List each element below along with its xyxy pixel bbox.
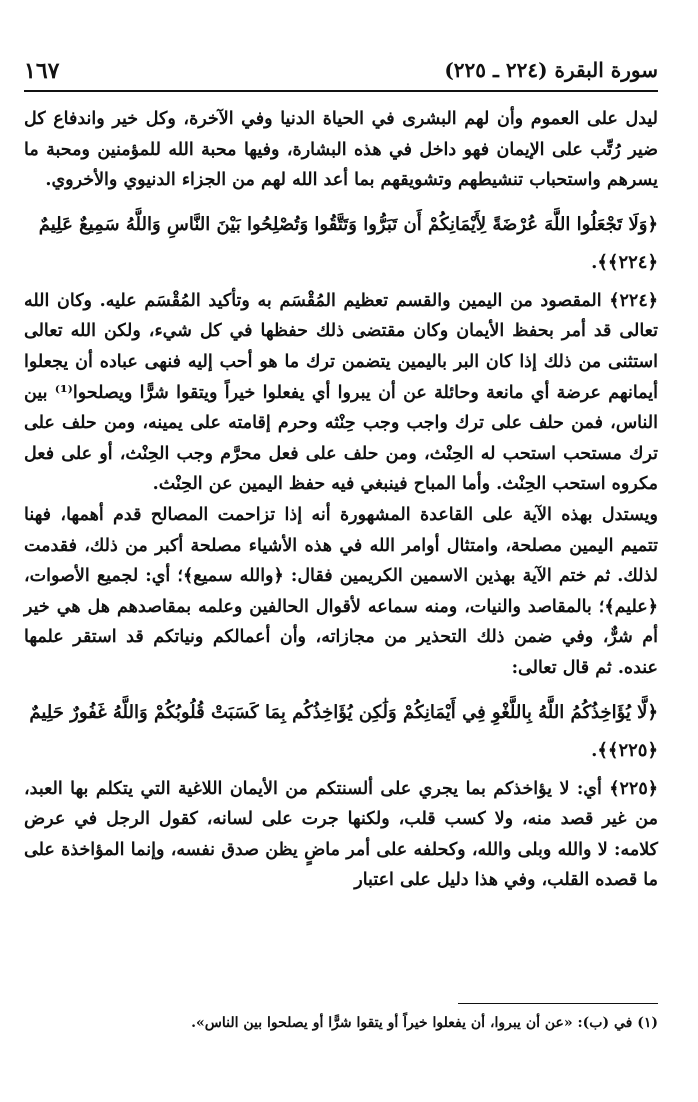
tafsir-225: ﴿٢٢٥﴾ أي: لا يؤاخذكم بما يجري على ألسنتكم من الأيمان اللاغية التي يتكلم بها العبد، من غير قصد منه، ولا كسب قلب، ولكنها جرت على لسانه، كقول الرجل في عرض كلامه: لا والله وبلى والله، وكحلفه على أمر ماضٍ يظن صدق نفسه، وإنما المؤاخذة على ما قصده القلب، وفي هذا دليل على اعتبار: [24, 778, 658, 891]
tafsir-224: ﴿٢٢٤﴾ المقصود من اليمين والقسم تعظيم المُقْسَم به وتأكيد المُقْسَم عليه. وكان الله تعالى قد أمر بحفظ الأيمان وكان مقتضى ذلك حفظها في كل شيء، ولكن الله تعالى استثنى من ذلك إذا كان البر باليمين يتضمن ترك ما هو أحب إليه فنهى عباده أن يجعلوا أيمانهم عرضة أي مانعة وحائلة عن أن يبروا أي يفعلوا خيراً ويتقوا شرًّا ويصلحوا⁽¹⁾ بين الناس، فمن حلف على ترك واجب وجب حِنْثه وحرم إقامته على يمينه، ومن حلف على ترك مستحب استحب له الحِنْث، ومن حلف على فعل محرَّم وجب الحِنْث، أو على فعل مكروه استحب الحِنْث. وأما المباح فينبغي فيه حفظ اليمين عن الحِنْث.: [24, 290, 659, 495]
header-rule: [24, 90, 658, 92]
surah-title: سورة البقرة (٢٢٤ ـ ٢٢٥): [444, 58, 658, 82]
page-header: [24, 58, 658, 88]
verse-224: ﴿وَلَا تَجْعَلُوا اللَّهَ عُرْضَةً لِأَيْمَانِكُمْ أَن تَبَرُّوا وَتَتَّقُوا وَتُصْلِحُوا بَيْنَ النَّاسِ وَاللَّهُ سَمِيعٌ عَلِيمٌ ﴿٢٢٤﴾﴾.: [38, 213, 658, 273]
verse-225: ﴿لَّا يُؤَاخِذُكُمُ اللَّهُ بِاللَّغْوِ فِي أَيْمَانِكُمْ وَلَٰكِن يُؤَاخِذُكُم بِمَا كَسَبَتْ قُلُوبُكُمْ وَاللَّهُ غَفُورٌ حَلِيمٌ ﴿٢٢٥﴾﴾.: [29, 701, 658, 761]
paragraph-rule: ويستدل بهذه الآية على القاعدة المشهورة أنه إذا تزاحمت المصالح قدم أهمها، فهنا تتميم اليمين مصلحة، وامتثال أوامر الله في هذه الأشياء مصلحة أكبر من ذلك، فقدمت لذلك. ثم ختم الآية بهذين الاسمين الكريمين فقال: ﴿والله سميع﴾؛ أي: لجميع الأصوات، ﴿عليم﴾؛ بالمقاصد والنيات، ومنه سماعه لأقوال الحالفين وعلمه بمقاصدهم هل هي خير أم شرٌّ، وفي ضمن ذلك التحذير من مجازاته، وأن أعمالكم ونياتكم قد استقر علمها عنده. ثم قال تعالى:: [24, 504, 658, 678]
footnote: (١) في (ب): «عن أن يبروا، أن يفعلوا خيراً أو يتقوا شرًّا أو يصلحوا بين الناس».: [191, 1015, 658, 1031]
paragraph-intro: ليدل على العموم وأن لهم البشرى في الحياة الدنيا وفي الآخرة، وكل خير واندفاع كل ضير رُتِّب على الإيمان فهو داخل في هذه البشارة، وفيها محبة الله للمؤمنين ومحبة ما يسرهم واستحباب تنشيطهم وتشويقهم بما أعد الله لهم من الجزاء الدنيوي والأخروي.: [24, 109, 658, 191]
footnote-rule: [458, 1003, 658, 1004]
page-number: ١٦٧: [24, 58, 60, 84]
page-body: [24, 104, 658, 896]
